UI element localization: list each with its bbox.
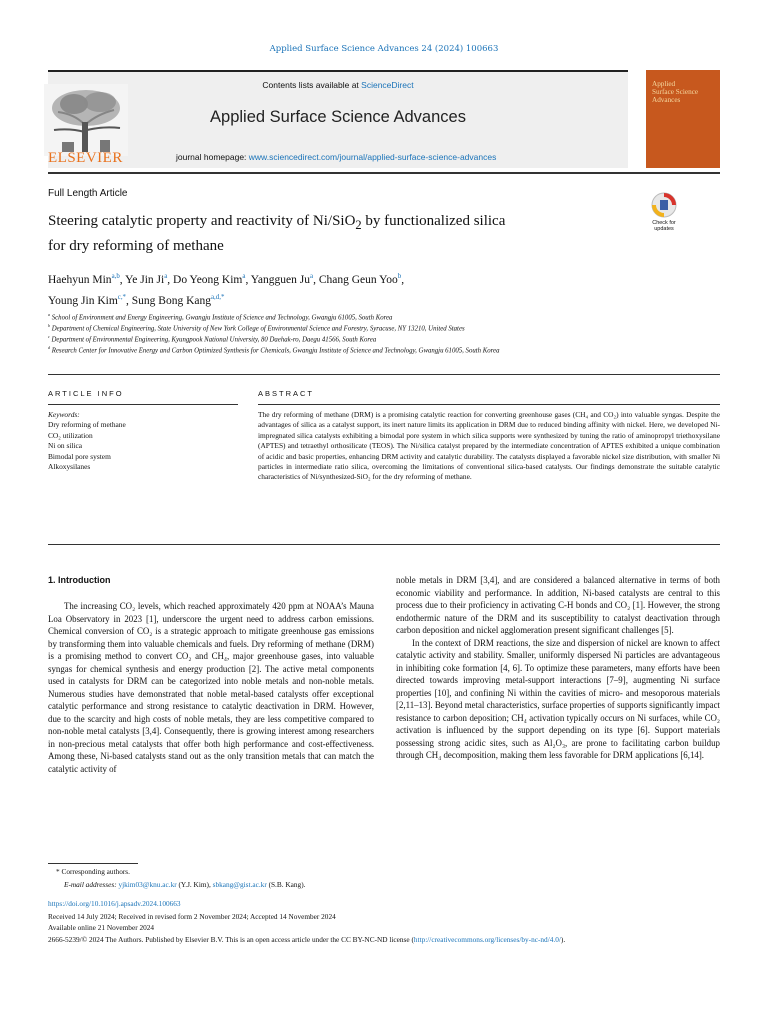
author-name[interactable]: Do Yeong Kim bbox=[173, 273, 243, 286]
available-online: Available online 21 November 2024 bbox=[48, 923, 155, 932]
affiliation bbox=[48, 345, 499, 354]
affiliation-text: Research Center for Innovative Energy and Carbon Optimized Synthesis for Chemicals, Gwangju Institute of Science and Technology, Gwangju 61005, South Korea bbox=[51, 347, 500, 355]
author-name[interactable]: Sung Bong Kang bbox=[131, 294, 211, 307]
affiliation-text: Department of Environmental Engineering, Kyungpook National University, 80 Daehak-ro, Daegu 41566, South Korea bbox=[51, 336, 377, 344]
corresponding-authors-note: * Corresponding authors. bbox=[56, 867, 130, 876]
keyword: Bimodal pore system bbox=[48, 451, 111, 461]
affiliation bbox=[48, 334, 376, 343]
affiliation-text: Department of Chemical Engineering, State University of New York College of Environmental Science and Forestry, Syracuse, NY 13210, United States bbox=[51, 325, 465, 333]
header-rule bbox=[48, 70, 628, 72]
cover-title-line2: Surface Science bbox=[652, 88, 699, 96]
license-link[interactable]: http://creativecommons.org/licenses/by-nc-nd/4.0/ bbox=[413, 935, 561, 944]
email-owner: (S.B. Kang). bbox=[266, 880, 306, 889]
author-affiliation-sup[interactable]: a,d,* bbox=[211, 293, 225, 301]
affiliation bbox=[48, 312, 392, 321]
author-affiliation-sup[interactable]: a bbox=[242, 273, 246, 280]
author-affiliation-sup[interactable]: a,b bbox=[111, 273, 120, 280]
affiliations-rule bbox=[48, 374, 720, 375]
license-text-end: ). bbox=[560, 935, 566, 944]
author-affiliation-sup[interactable]: a bbox=[164, 273, 168, 280]
homepage-label: journal homepage: bbox=[176, 152, 249, 162]
section-heading-introduction: 1. Introduction bbox=[48, 575, 111, 585]
keyword: Alkoxysilanes bbox=[48, 462, 91, 472]
license-statement bbox=[48, 935, 720, 946]
abstract-text: The dry reforming of methane (DRM) is a promising catalytic reaction for converting greenhouse gases (CH₄ and CO₂) into valuable syngas. Despite the advantages of silica as a catalyst support, its inert nature limits its application in DRM due to reduced binding affinity with nickel. Here, we developed Ni-impregnated silica catalysts exhibiting a bimodal pore system in which silica supports were synthesized by tuning the ratio of aminopropyl triethoxysilane (APTES) and tetraethyl orthosilicate (TEOS). The Ni/silica catalyst prepared by the intermediate concentration of APTES exhibited a unique combination of acidic and basic properties, enhancing DRM activity and catalytic durability. The catalysts displayed a favorable nickel size distribution, with smaller Ni particles in intermediate ratio silica, overcoming the limitations of conventional silica-based catalysts. Our findings demonstrate the suitable catalytic characteristics of Ni/synthesized-SiO₂ for the dry reforming of methane. bbox=[258, 410, 720, 482]
keywords-block bbox=[48, 410, 126, 472]
article-info-rule bbox=[48, 404, 238, 405]
contents-prefix: Contents lists available at bbox=[262, 80, 362, 90]
abstract-rule bbox=[258, 404, 720, 405]
journal-title: Applied Surface Science Advances bbox=[210, 108, 466, 126]
email-link[interactable]: yjkim03@knu.ac.kr bbox=[118, 880, 177, 889]
author-list: Haehyun Min$^{a,b}$, Ye Jin Ji$^a$, Do Yeong Kim$^a$, Yangguen Ju$^a$, Chang Geun Yoo$^b$, Young Jin Kim$^{c,*}$, Sung Bong Kang$^{a,d,*}$ bbox=[48, 273, 405, 307]
article-title bbox=[48, 211, 608, 257]
check-updates-icon bbox=[647, 190, 681, 220]
paragraph: The increasing CO₂ levels, which reached approximately 420 ppm at NOAA’s Mauna Loa Observatory in 2023 [1], underscore the urgent need to address carbon emissions. Chemical conversion of CO₂ is a strategic approach to mitigate greenhouse gas emissions by transforming them into valuable chemicals and fuels. Dry reforming of methane (DRM) is a promising method to convert CO₂ and CH₄, major greenhouse gases, into valuable syngas for chemical synthesis and energy production [2]. The active metal components used in catalysts for DRM can be categorized into noble metals and non-noble metals. Numerous studies have demonstrated that noble metal-based catalysts offer exceptional catalytic performance and strong resistance to catalytic deactivation in DRM. However, due to the scarcity and high costs of noble metals, they are less competitive compared to non-noble metal catalysts [3,4]. Consequently, there is growing interest among researchers in non-precious metal catalysts that offer both high performance and cost-effectiveness. Among these, Ni-based catalysts stand out as the only transition metals that can match the catalytic activity of bbox=[48, 601, 374, 774]
sciencedirect-link[interactable]: ScienceDirect bbox=[361, 80, 414, 90]
affiliation-sup: a bbox=[48, 312, 51, 317]
keyword: Dry reforming of methane bbox=[48, 420, 126, 430]
journal-cover-image[interactable] bbox=[646, 70, 720, 168]
affiliation-text: School of Environment and Energy Engineering, Gwangju Institute of Science and Technology, Gwangju 61005, South Korea bbox=[51, 314, 393, 322]
affiliation bbox=[48, 323, 465, 332]
email-line bbox=[64, 880, 305, 889]
cover-title-line3: Advances bbox=[652, 96, 681, 104]
email-label: E-mail addresses: bbox=[64, 880, 119, 889]
contents-line bbox=[48, 80, 628, 90]
author-name[interactable]: Yangguen Ju bbox=[250, 273, 310, 286]
badge-line1: Check for bbox=[652, 220, 676, 226]
article-type: Full Length Article bbox=[48, 188, 128, 199]
email-owner: (Y.J. Kim), bbox=[176, 880, 213, 889]
footnote-rule bbox=[48, 863, 138, 864]
title-line1-b: by functionalized silica bbox=[361, 213, 506, 229]
affiliation-sup: d bbox=[48, 345, 51, 350]
body-column-right bbox=[396, 574, 720, 762]
keyword: CO₂ utilization bbox=[48, 430, 93, 440]
author-affiliation-sup[interactable]: c,* bbox=[117, 293, 127, 301]
author-affiliation-sup[interactable]: b bbox=[397, 273, 402, 280]
paragraph: noble metals in DRM [3,4], and are considered a balanced alternative in terms of both economic viability and performance. In addition, Ni-based catalysts are central to this process due to their proficiency in activating C-H bonds and CO₂ [1]. However, the strong endothermic nature of the DRM and its susceptibility to catalyst deactivation through carbon deposition and nickel agglomeration present significant challenges [5]. bbox=[396, 575, 720, 635]
journal-citation[interactable]: Applied Surface Science Advances 24 (2024) 100663 bbox=[269, 44, 499, 54]
keyword: Ni on silica bbox=[48, 441, 83, 451]
email-link[interactable]: sbkang@gist.ac.kr bbox=[212, 880, 267, 889]
title-line1-a: Steering catalytic property and reactivity of Ni/SiO bbox=[48, 213, 356, 229]
title-subscript: 2 bbox=[355, 218, 362, 232]
received-dates: Received 14 July 2024; Received in revised form 2 November 2024; Accepted 14 November 2024 bbox=[48, 912, 336, 921]
header-bottom-rule bbox=[48, 172, 720, 174]
badge-line2: updates bbox=[654, 226, 674, 232]
publisher-name: ELSEVIER bbox=[48, 150, 123, 166]
affiliation-sup: c bbox=[48, 334, 50, 339]
cover-title-line1: Applied bbox=[652, 80, 676, 88]
license-text: 2666-5239/© 2024 The Authors. Published by Elsevier B.V. This is an open access article under the CC BY-NC-ND license ( bbox=[48, 935, 414, 944]
paragraph: In the context of DRM reactions, the size and dispersion of nickel are known to affect catalytic activity and stability. Smaller, uniformly dispersed Ni particles are advantageous in inhibiting coke formation [4, 6]. To optimize these parameters, many efforts have been directed towards improving metal-support interactions [7–9], augmenting Ni surface properties [10], and confining Ni within the cavities of micro- and mesoporous materials [2,11–13]. Beyond metal characteristics, surface properties of supports significantly impact resistance to carbon deposition; CH₄ activation typically occurs on Ni surfaces, while CO₂ activation is influenced by the support depending on its type [6]. Support materials possessing strong acidic sites, such as Al₂O₃, are prone to facilitating carbon buildup through CH₄ decomposition, making them less favorable for DRM applications [6,14]. bbox=[396, 637, 721, 760]
author-name[interactable]: Haehyun Min bbox=[48, 273, 112, 286]
body-column-left bbox=[48, 600, 374, 775]
journal-homepage bbox=[176, 152, 496, 162]
keywords-label: Keywords: bbox=[48, 410, 80, 419]
affiliation-sup: b bbox=[48, 323, 51, 328]
doi-link[interactable]: https://doi.org/10.1016/j.apsadv.2024.100663 bbox=[48, 899, 181, 908]
title-line2: for dry reforming of methane bbox=[48, 238, 224, 254]
check-for-updates-badge[interactable] bbox=[640, 190, 688, 232]
author-name[interactable]: Chang Geun Yoo bbox=[318, 273, 398, 286]
author-name[interactable]: Ye Jin Ji bbox=[125, 273, 165, 286]
abstract-heading: ABSTRACT bbox=[258, 389, 315, 398]
homepage-link[interactable]: www.sciencedirect.com/journal/applied-surface-science-advances bbox=[248, 152, 497, 162]
article-info-heading: ARTICLE INFO bbox=[48, 389, 124, 398]
author-affiliation-sup[interactable]: a bbox=[310, 273, 314, 280]
author-name[interactable]: Young Jin Kim bbox=[48, 294, 118, 307]
abstract-bottom-rule bbox=[48, 544, 720, 545]
